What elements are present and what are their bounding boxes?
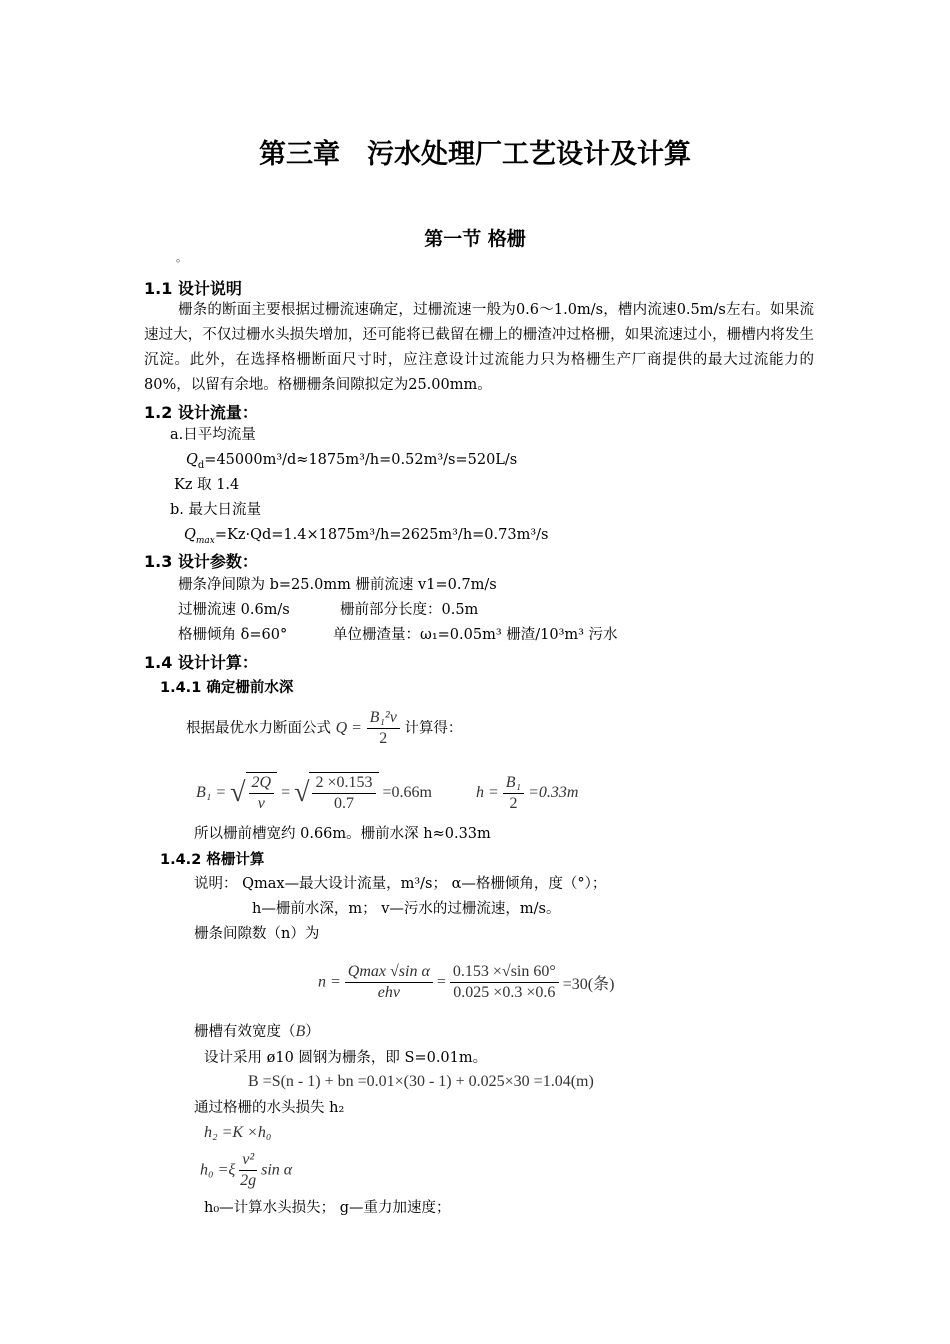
param-line-2a: 过栅流速 0.6m/s [178,602,290,618]
note-line-2: h—栅前水深，m； v—污水的过栅流速，m/s。 [252,901,561,917]
width-label: 栅槽有效宽度（ [194,1024,296,1040]
h0-den: 2g [240,1172,257,1189]
formula-numerator: B₁²v [367,708,400,729]
n-equation [318,962,614,1003]
avg-flow-sub: d [197,459,205,471]
heading-1-4-2: 1.4.2 格栅计算 [160,852,265,868]
n-fraction-2 [450,962,559,1003]
effective-width-line [194,1022,320,1042]
avg-flow-rest: =45000m³/d≈1875m³/h=0.52m³/s=520L/s [204,452,518,468]
param-line-3a: 格栅倾角 δ=60° [178,627,288,643]
max-flow-rest: =Kz·Qd=1.4×1875m³/h=2625m³/h=0.73m³/s [214,527,549,543]
stray-mark: 。 [176,251,187,264]
h0-fraction [239,1150,257,1191]
formula-fraction [367,708,400,749]
formula-q: Q = [335,719,362,737]
n-num2: 0.153 ×√sin 60° [450,962,559,983]
design-description-paragraph: 栅条的断面主要根据过栅流速确定，过栅流速一般为0.6～1.0m/s，槽内流速0.5m/s左右。如果流速过大，不仅过栅水头损失增加，还可能将已截留在栅上的栅渣冲过格栅，如果流速过小，栅槽内将发生沉淀。此外，在选择格栅断面尺寸时，应注意设计过流能力只为格栅生产厂商提供的最大过流能力的80%，以留有余地。格栅栅条间隙拟定为25.00mm。 [144,302,814,393]
avg-flow-label: a.日平均流量 [170,427,256,443]
avg-flow-formula [186,450,517,476]
kz-line: Kz 取 1.4 [174,477,240,493]
n-result: =30(条) [562,976,615,993]
formula-after: 计算得： [404,720,463,737]
width-symbol: B [295,1023,306,1040]
gap-count-label: 栅条间隙数（n）为 [194,926,320,942]
param-line-1: 栅条净间隙为 b=25.0mm 栅前流速 v1=0.7m/s [178,577,497,593]
h0-formula [200,1150,292,1191]
h-den: 2 [509,794,518,812]
max-flow-sub: max [195,535,215,546]
param-line-2b: 栅前部分长度：0.5m [340,602,479,618]
param-line-3b: 单位栅渣量：ω₁=0.05m³ 栅渣/10³m³ 污水 [333,627,618,643]
h0-after: sin α [261,1161,293,1179]
optimal-section-formula-line [186,708,462,749]
b-formula: B =S(n - 1) + bn =0.01×(30 - 1) + 0.025×30 =1.04(m) [248,1073,594,1090]
heading-1-1: 1.1 设计说明 [144,279,242,298]
max-flow-q: Q [184,527,196,543]
n-eq: = [436,973,446,991]
n-den2: 0.025 ×0.3 ×0.6 [453,984,556,1001]
max-flow-formula [184,525,548,551]
b1-eq: = [281,784,291,801]
h0-lhs: h₀ =ξ [200,1161,236,1179]
b1-sqrt1-num: 2Q [249,773,275,794]
max-flow-label: b. 最大日流量 [170,502,261,518]
h-fraction [503,773,524,814]
formula-denominator: 2 [379,730,388,747]
steel-bar-line: 设计采用 ø10 圆钢为栅条，即 S=0.01m。 [204,1050,488,1066]
n-fraction-1 [345,962,433,1003]
headloss-label: 通过格栅的水头损失 h₂ [194,1100,345,1116]
n-den: ehv [377,984,400,1001]
heading-1-3: 1.3 设计参数： [144,552,258,571]
heading-1-2: 1.2 设计流量： [144,403,258,422]
conclusion-line: 所以栅前槽宽约 0.66m。栅前水深 h≈0.33m [194,826,491,842]
sqrt-icon: √ [230,777,246,808]
sqrt-icon: √ [294,777,310,808]
avg-flow-q: Q [186,452,198,468]
heading-1-4: 1.4 设计计算： [144,653,258,672]
note-line-1: 说明： Qmax—最大设计流量，m³/s； α—格栅倾角，度（°）； [194,876,607,892]
section-title: 第一节 格栅 [424,228,526,250]
b1-sqrt2-den: 0.7 [334,795,354,812]
b1-lhs: B₁ = [196,784,227,801]
b1-sqrt1-den: v [257,795,265,812]
heading-1-4-1: 1.4.1 确定栅前水深 [160,680,294,696]
formula-intro: 根据最优水力断面公式 [186,720,331,737]
b1-sqrt2-num: 2 ×0.153 [312,773,375,794]
b1-sqrt1 [249,773,275,814]
final-line: h₀—计算水头损失； g—重力加速度； [204,1200,451,1216]
b1-equation [196,772,578,814]
n-num: Qmax √sin α [345,962,433,983]
h-num: B₁ [503,773,524,794]
h-result: =0.33m [528,784,579,801]
h-lhs: h = [475,784,499,801]
b1-result: =0.66m [382,784,432,801]
b1-sqrt2 [312,773,375,814]
n-lhs: n = [318,973,341,991]
h2-formula: h₂ =K ×h₀ [204,1124,272,1141]
chapter-title: 第三章 污水处理厂工艺设计及计算 [259,139,691,170]
h0-num: v² [239,1150,257,1171]
width-close: ） [305,1024,320,1040]
